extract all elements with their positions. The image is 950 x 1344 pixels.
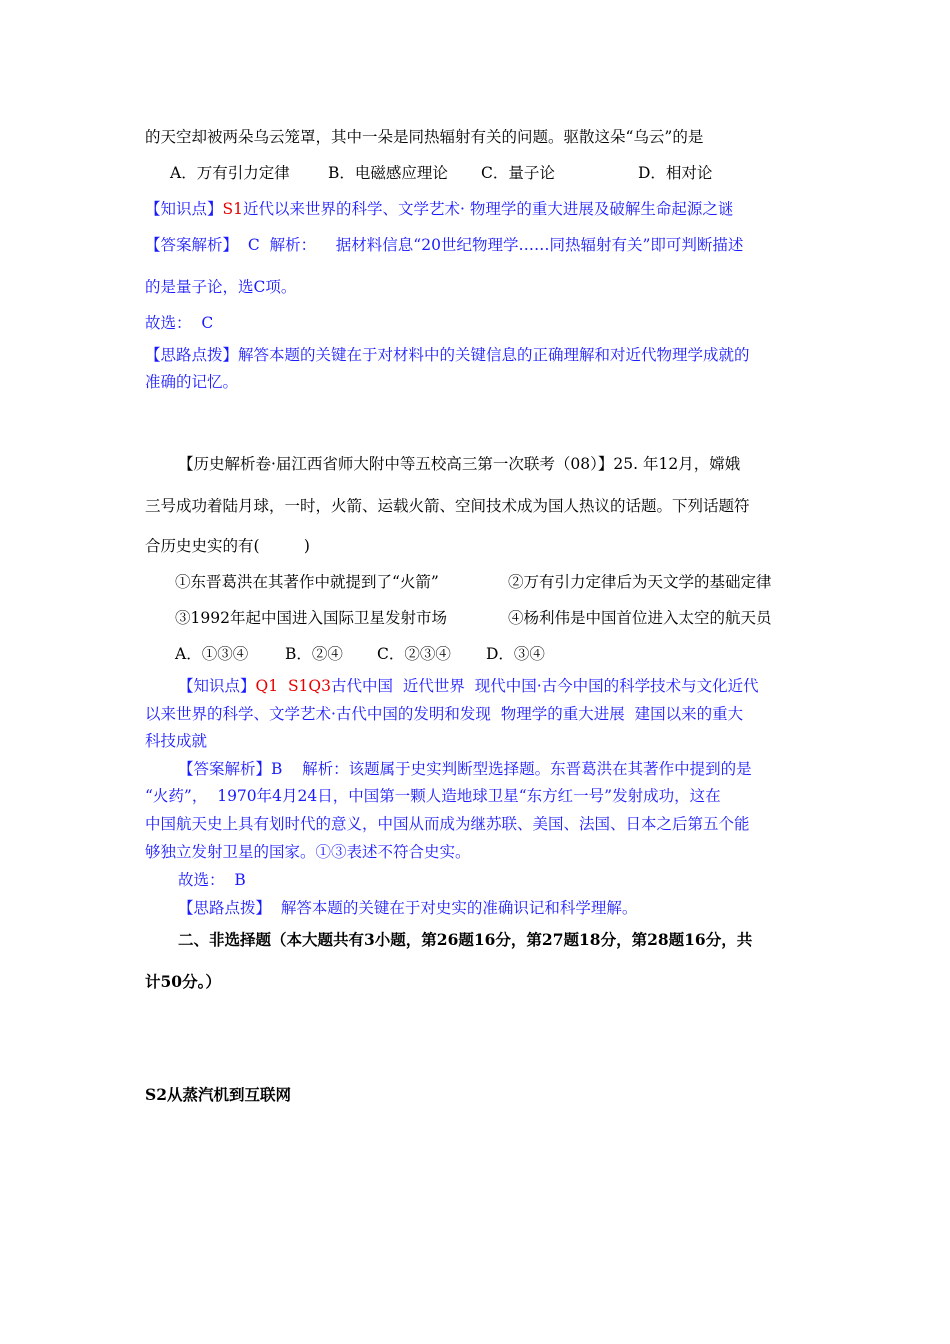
q2-head-line2: 三号成功着陆月球，一时，火箭、运载火箭、空间技术成为国人热议的话题。下列话题符	[145, 497, 750, 515]
q1-option-a: A．万有引力定律	[170, 164, 290, 182]
q2-option-b: B．②④	[285, 645, 343, 663]
q2-ans-line1: B 解析：该题属于史实判断型选择题。东晋葛洪在其著作中提到的是	[271, 760, 752, 778]
q2-tip	[178, 897, 637, 919]
q1-kp-text: 近代以来世界的科学、文学艺术· 物理学的重大进展及破解生命起源之谜	[243, 200, 734, 218]
q2-head-line1: 【历史解析卷·届江西省师大附中等五校高三第一次联考（08）】25. 年12月，嫦娥	[178, 455, 741, 473]
section2-heading-line1: 二、非选择题（本大题共有3小题，第26题16分，第27题18分，第28题16分，共	[178, 930, 753, 949]
q1-tip-line2: 准确的记忆。	[145, 373, 239, 391]
s2-heading: S2从蒸汽机到互联网	[145, 1085, 291, 1104]
q1-option-d: D．相对论	[638, 164, 713, 182]
q1-ans-line1: C 解析： 据材料信息“20世纪物理学……同热辐射有关”即可判断描述	[238, 236, 744, 254]
q1-choice: 故选： C	[145, 314, 214, 332]
q2-ans-line3: 中国航天史上具有划时代的意义，中国从而成为继苏联、美国、法国、日本之后第五个能	[145, 815, 750, 833]
q2-option-a: A．①③④	[175, 645, 249, 663]
q1-ans-label: 【答案解析】	[145, 236, 239, 254]
q1-answer-analysis	[145, 234, 743, 256]
q2-item-2: ②万有引力定律后为天文学的基础定律	[508, 573, 772, 591]
q2-kp-line1: 古代中国 近代世界 现代中国·古今中国的科学技术与文化近代	[331, 677, 759, 695]
q2-ans-line2: “火药”， 1970年4月24日，中国第一颗人造地球卫星“东方红一号”发射成功，这在	[145, 787, 721, 805]
q1-kp-label: 【知识点】	[145, 200, 223, 218]
q2-kp-label: 【知识点】	[178, 677, 256, 695]
q1-tip-line1: 解答本题的关键在于对材料中的关键信息的正确理解和对近代物理学成就的	[238, 346, 750, 364]
q2-head-line3: 合历史史实的有( )	[145, 537, 310, 555]
q2-answer-analysis	[178, 758, 752, 780]
q2-kp-code: Q1 S1Q3	[255, 677, 331, 695]
q2-kp-line3: 科技成就	[145, 732, 208, 750]
q1-option-b: B．电磁感应理论	[328, 164, 448, 182]
q2-item-1: ①东晋葛洪在其著作中就提到了“火箭”	[175, 573, 439, 591]
q1-kp-code: S1	[222, 200, 243, 218]
q1-knowledge-point	[145, 198, 733, 220]
section2-heading-line2: 计50分。）	[145, 972, 221, 991]
q1-tip	[145, 344, 750, 366]
q2-knowledge-point	[178, 675, 759, 697]
q1-stem-tail: 的天空却被两朵乌云笼罩，其中一朵是同热辐射有关的问题。驱散这朵“乌云”的是	[145, 128, 704, 146]
q2-choice: 故选： B	[178, 871, 246, 889]
q1-option-c: C．量子论	[481, 164, 555, 182]
q2-ans-label: 【答案解析】	[178, 760, 272, 778]
q1-ans-line2: 的是量子论，选C项。	[145, 278, 297, 296]
q2-option-d: D．③④	[486, 645, 545, 663]
q2-tip-label: 【思路点拨】	[178, 899, 272, 917]
q1-tip-label: 【思路点拨】	[145, 346, 239, 364]
q2-item-3: ③1992年起中国进入国际卫星发射市场	[175, 609, 447, 627]
q2-kp-line2: 以来世界的科学、文学艺术·古代中国的发明和发现 物理学的重大进展 建国以来的重大	[145, 705, 744, 723]
q2-ans-line4: 够独立发射卫星的国家。①③表述不符合史实。	[145, 843, 471, 861]
q2-option-c: C．②③④	[377, 645, 451, 663]
q2-item-4: ④杨利伟是中国首位进入太空的航天员	[508, 609, 772, 627]
q2-tip-text: 解答本题的关键在于对史实的准确识记和科学理解。	[271, 899, 638, 917]
